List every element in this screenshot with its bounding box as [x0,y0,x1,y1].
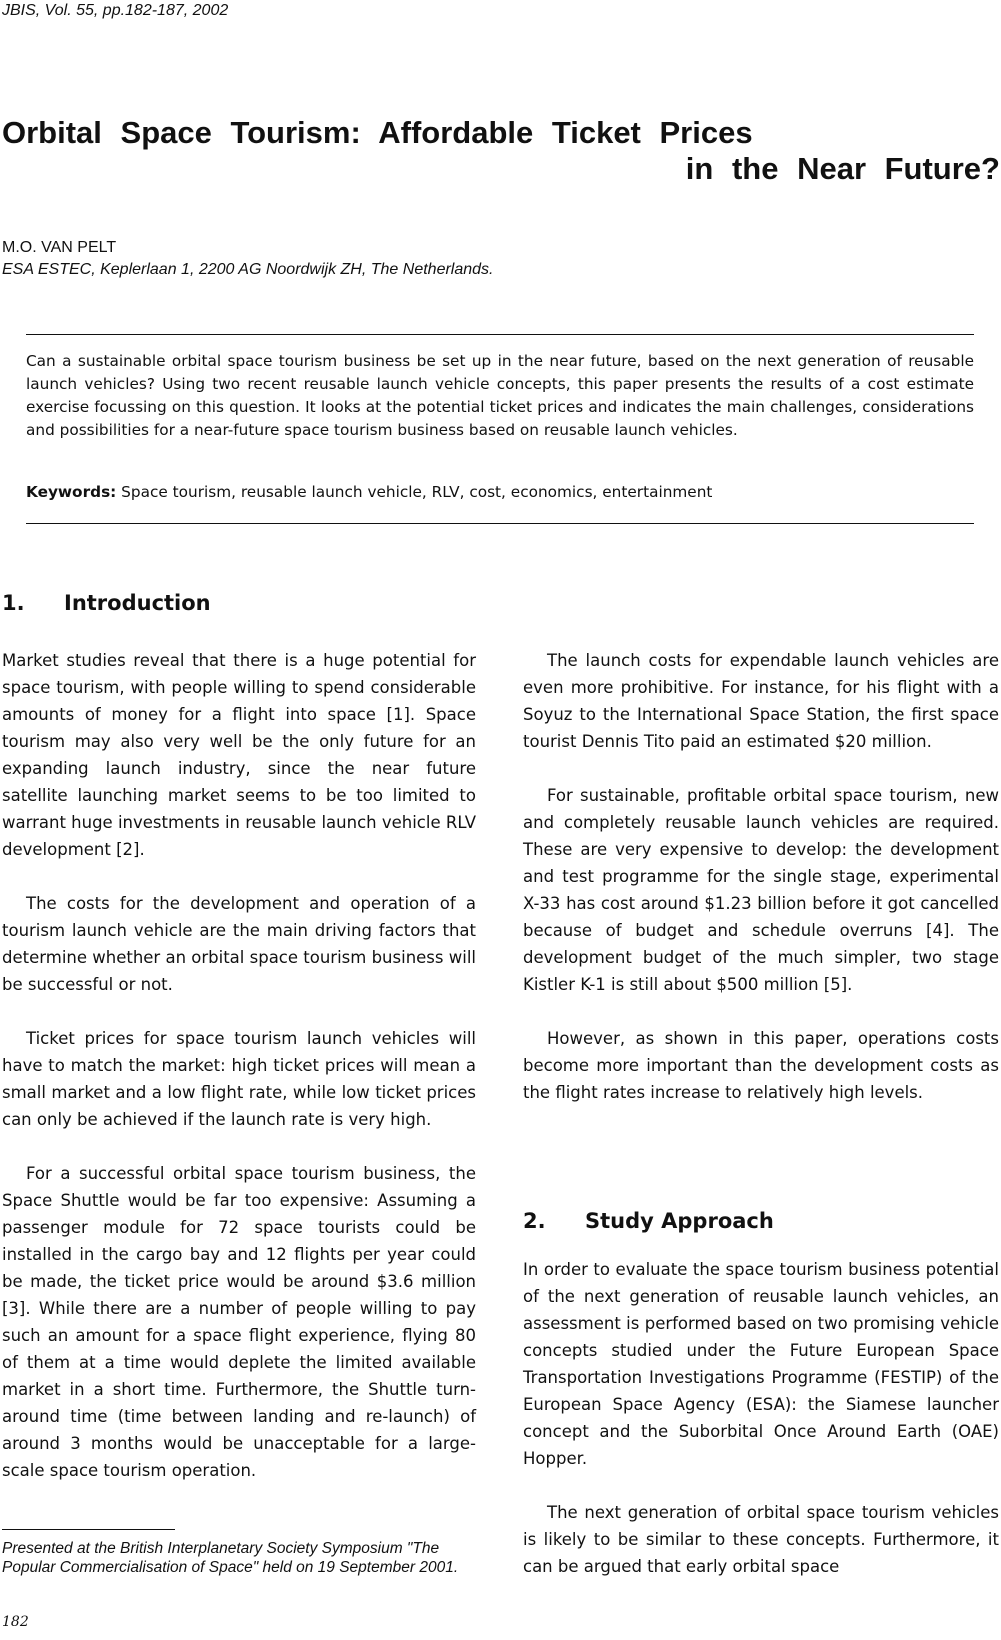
keywords-list: Space tourism, reusable launch vehicle, RLV, cost, economics, entertainment [121,483,713,501]
section-title: Introduction [64,591,211,615]
body-paragraph: Ticket prices for space tourism launch vehicles will have to match the market: high ticket prices will mean a small market and a low flight rate, while low ticket prices can only be achieved if the launch rate is very high. [2,1029,476,1129]
section-heading-study-approach [523,1208,774,1234]
body-paragraph: In order to evaluate the space tourism business potential of the next generation of reusable launch vehicles, an assessment is performed based on two promising vehicle concepts studied under the Future European Space Transportation Investigations Programme (FESTIP) of the European Space Agency (ESA): the Siamese launcher concept and the Suborbital Once Around Earth (OAE) Hopper. [523,1260,999,1468]
body-paragraph: Market studies reveal that there is a huge potential for space tourism, with people willing to spend considerable amounts of money for a flight into space [1]. Space tourism may also very well be the only future for an expanding launch industry, since the near future satellite launching market seems to be too limited to warrant huge investments in reusable launch vehicle RLV development [2]. [2,651,476,859]
paper-title-line-1: Orbital Space Tourism: Affordable Ticket Prices [2,115,753,150]
section-number: 1. [2,591,25,615]
right-column [523,647,999,1133]
journal-reference: JBIS, Vol. 55, pp.182-187, 2002 [2,2,229,19]
section-title: Study Approach [585,1209,774,1233]
author-affiliation: ESA ESTEC, Keplerlaan 1, 2200 AG Noordwijk ZH, The Netherlands. [2,261,494,278]
abstract-text: Can a sustainable orbital space tourism business be set up in the near future, based on the next generation of reusable launch vehicles? Using two recent reusable launch vehicle concepts, this paper presents the results of a cost estimate exercise focussing on this question. It looks at the potential ticket prices and indicates the main challenges, considerations and possibilities for a near-future space tourism business based on reusable launch vehicles. [26,352,974,439]
body-paragraph: The costs for the development and operation of a tourism launch vehicle are the main driving factors that determine whether an orbital space tourism business will be successful or not. [2,894,476,994]
page-number: 182 [2,1614,29,1630]
body-paragraph: The launch costs for expendable launch vehicles are even more prohibitive. For instance, for his flight with a Soyuz to the International Space Station, the first space tourist Dennis Tito paid an estimated $20 million. [523,651,999,751]
author-name: M.O. VAN PELT [2,239,117,256]
body-paragraph: However, as shown in this paper, operations costs become more important than the development costs as the flight rates increase to relatively high levels. [523,1029,999,1102]
paper-title-line-2: in the Near Future? [685,151,1000,186]
abstract-top-rule [26,334,974,335]
body-paragraph: For a successful orbital space tourism business, the Space Shuttle would be far too expensive: Assuming a passenger module for 72 space tourists could be installed in the cargo bay and 12 flights per year could be made, the ticket price would be around $3.6 million [3]. While there are a number of people willing to pay such an amount for a space flight experience, flying 80 of them at a time would deplete the limited available market in a short time. Furthermore, the Shuttle turn-around time (time between landing and re-launch) of around 3 months would be unacceptable for a large-scale space tourism operation. [2,1164,476,1480]
footnote-rule [2,1529,175,1530]
body-paragraph: The next generation of orbital space tourism vehicles is likely to be similar to these concepts. Furthermore, it can be argued that early orbital space [523,1503,999,1576]
abstract-bottom-rule [26,523,974,524]
section-heading-introduction [2,590,211,616]
section-number: 2. [523,1209,546,1233]
left-column [2,647,476,1511]
footnote: Presented at the British Interplanetary Society Symposium "The Popular Commercialisation of Space" held on 19 September 2001. [2,1540,459,1576]
keywords-label: Keywords: [26,483,117,501]
keywords [26,481,974,504]
body-paragraph: For sustainable, profitable orbital space tourism, new and completely reusable launch vehicles are required. These are very expensive to develop: the development and test programme for the single stage, experimental X-33 has cost around $1.23 billion before it got cancelled because of budget and schedule overruns [4]. The development budget of the much simpler, two stage Kistler K-1 is still about $500 million [5]. [523,786,999,994]
right-column-section-2 [523,1256,999,1607]
